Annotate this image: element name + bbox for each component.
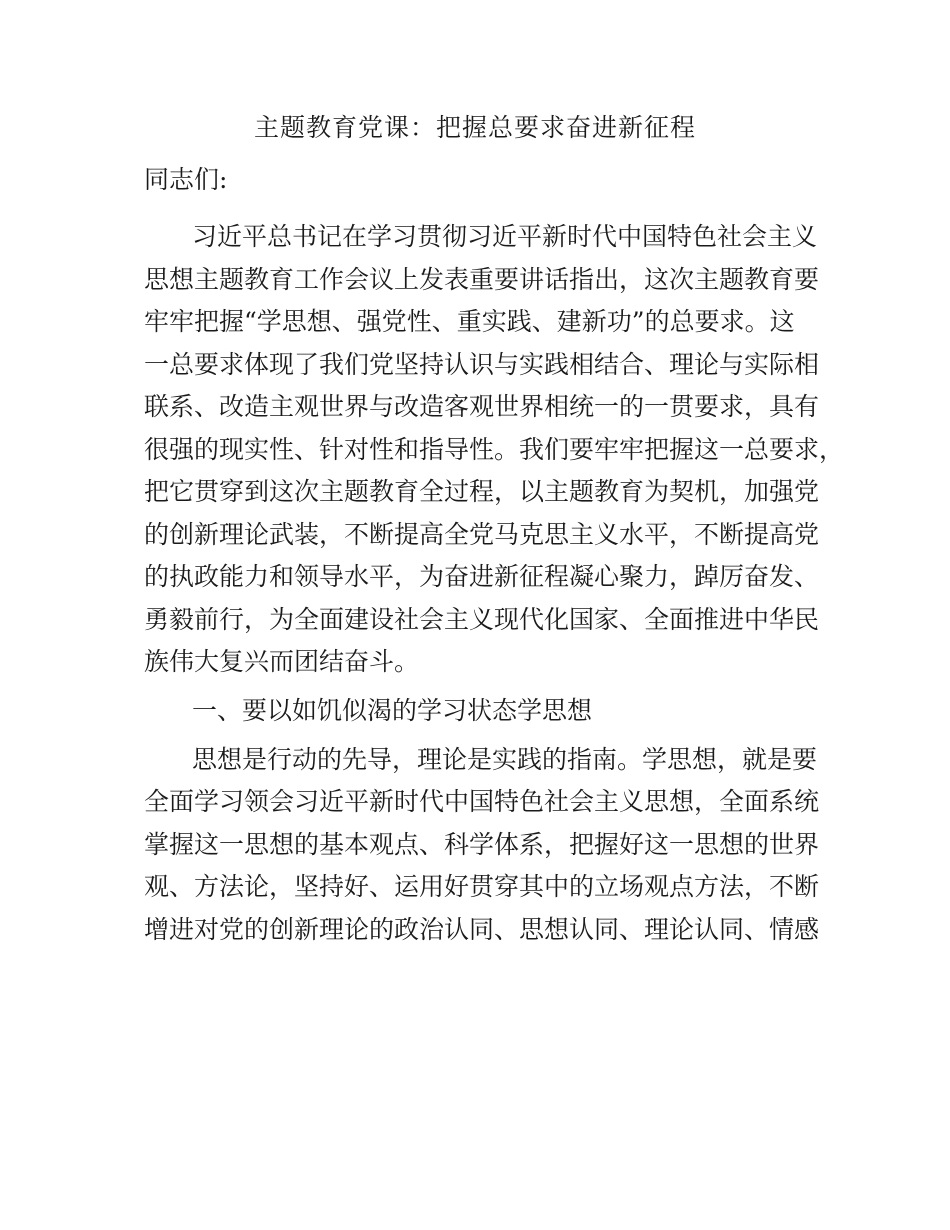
section-heading: 一、要以如饥似渴的学习状态学思想 <box>192 696 593 725</box>
text-line: 的执政能力和领导水平，为奋进新征程凝心聚力，踔厉奋发、 <box>144 562 820 591</box>
text-line: 联系、改造主观世界与改造客观世界相统一的一贯要求，具有 <box>144 392 820 421</box>
text-line: 全面学习领会习近平新时代中国特色社会主义思想，全面系统 <box>144 787 820 816</box>
text-line: 观、方法论，坚持好、运用好贯穿其中的立场观点方法，不断 <box>144 872 820 901</box>
text-line: 很强的现实性、针对性和指导性。我们要牢牢把握这一总要求， <box>144 435 845 464</box>
text-line: 牢牢把握“学思想、强党性、重实践、建新功”的总要求。这 <box>144 307 795 336</box>
text-line: 一总要求体现了我们党坚持认识与实践相结合、理论与实际相 <box>144 350 820 379</box>
text-line: 把它贯穿到这次主题教育全过程，以主题教育为契机，加强党 <box>144 477 820 506</box>
text-line: 掌握这一思想的基本观点、科学体系，把握好这一思想的世界 <box>144 830 820 859</box>
salutation: 同志们: <box>144 165 228 194</box>
text-line: 的创新理论武装，不断提高全党马克思主义水平，不断提高党 <box>144 520 820 549</box>
text-line: 勇毅前行，为全面建设社会主义现代化国家、全面推进中华民 <box>144 605 820 634</box>
text-line: 增进对党的创新理论的政治认同、思想认同、理论认同、情感 <box>144 915 820 944</box>
text-line: 思想是行动的先导，理论是实践的指南。学思想，就是要 <box>192 745 818 774</box>
text-line: 族伟大复兴而团结奋斗。 <box>144 647 420 676</box>
text-line: 思想主题教育工作会议上发表重要讲话指出，这次主题教育要 <box>144 265 820 294</box>
document-title: 主题教育党课：把握总要求奋进新征程 <box>253 113 696 142</box>
text-line: 习近平总书记在学习贯彻习近平新时代中国特色社会主义 <box>192 222 818 251</box>
